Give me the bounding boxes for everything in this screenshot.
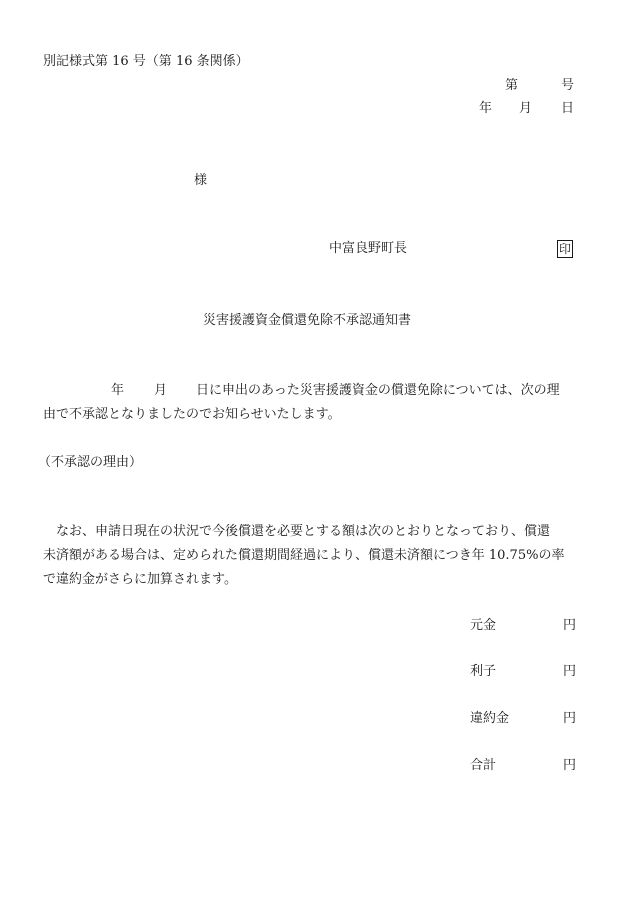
date-month: 月 xyxy=(519,101,533,116)
note-line-1: なお、申請日現在の状況で今後償還を必要とする額は次のとおりとなっており、償還 xyxy=(43,524,551,539)
amount-label-penalty: 違約金 xyxy=(470,711,510,726)
amount-unit-principal: 円 xyxy=(563,618,577,633)
form-reference: 別記様式第 16 号（第 16 条関係） xyxy=(43,54,249,69)
body-date-month: 月 xyxy=(154,383,168,398)
document-title: 災害援護資金償還免除不承認通知書 xyxy=(203,313,412,328)
amount-unit-interest: 円 xyxy=(563,664,577,679)
addressee-honorific: 様 xyxy=(194,173,208,188)
amount-label-total: 合計 xyxy=(470,758,497,773)
amount-label-interest: 利子 xyxy=(470,664,497,679)
note-line-3: で違約金がさらに加算されます。 xyxy=(43,572,237,587)
amount-label-principal: 元金 xyxy=(470,618,497,633)
note-line-2: 未済額がある場合は、定められた償還期間経過により、償還未済額につき年 10.75%の率 xyxy=(43,548,565,563)
document-number-prefix: 第 xyxy=(505,78,519,93)
body-line-2: 由で不承認となりましたのでお知らせいたします。 xyxy=(43,407,341,422)
amount-unit-total: 円 xyxy=(563,758,577,773)
document-number-suffix: 号 xyxy=(561,78,575,93)
date-day: 日 xyxy=(561,101,575,116)
body-date-year: 年 xyxy=(111,383,125,398)
amount-unit-penalty: 円 xyxy=(563,711,577,726)
reason-heading: （不承認の理由） xyxy=(38,455,143,470)
body-line-1: 日に申出のあった災害援護資金の償還免除については、次の理 xyxy=(196,383,560,398)
date-year: 年 xyxy=(479,101,493,116)
seal-stamp: 印 xyxy=(559,242,572,256)
issuer-name: 中富良野町長 xyxy=(329,241,408,256)
